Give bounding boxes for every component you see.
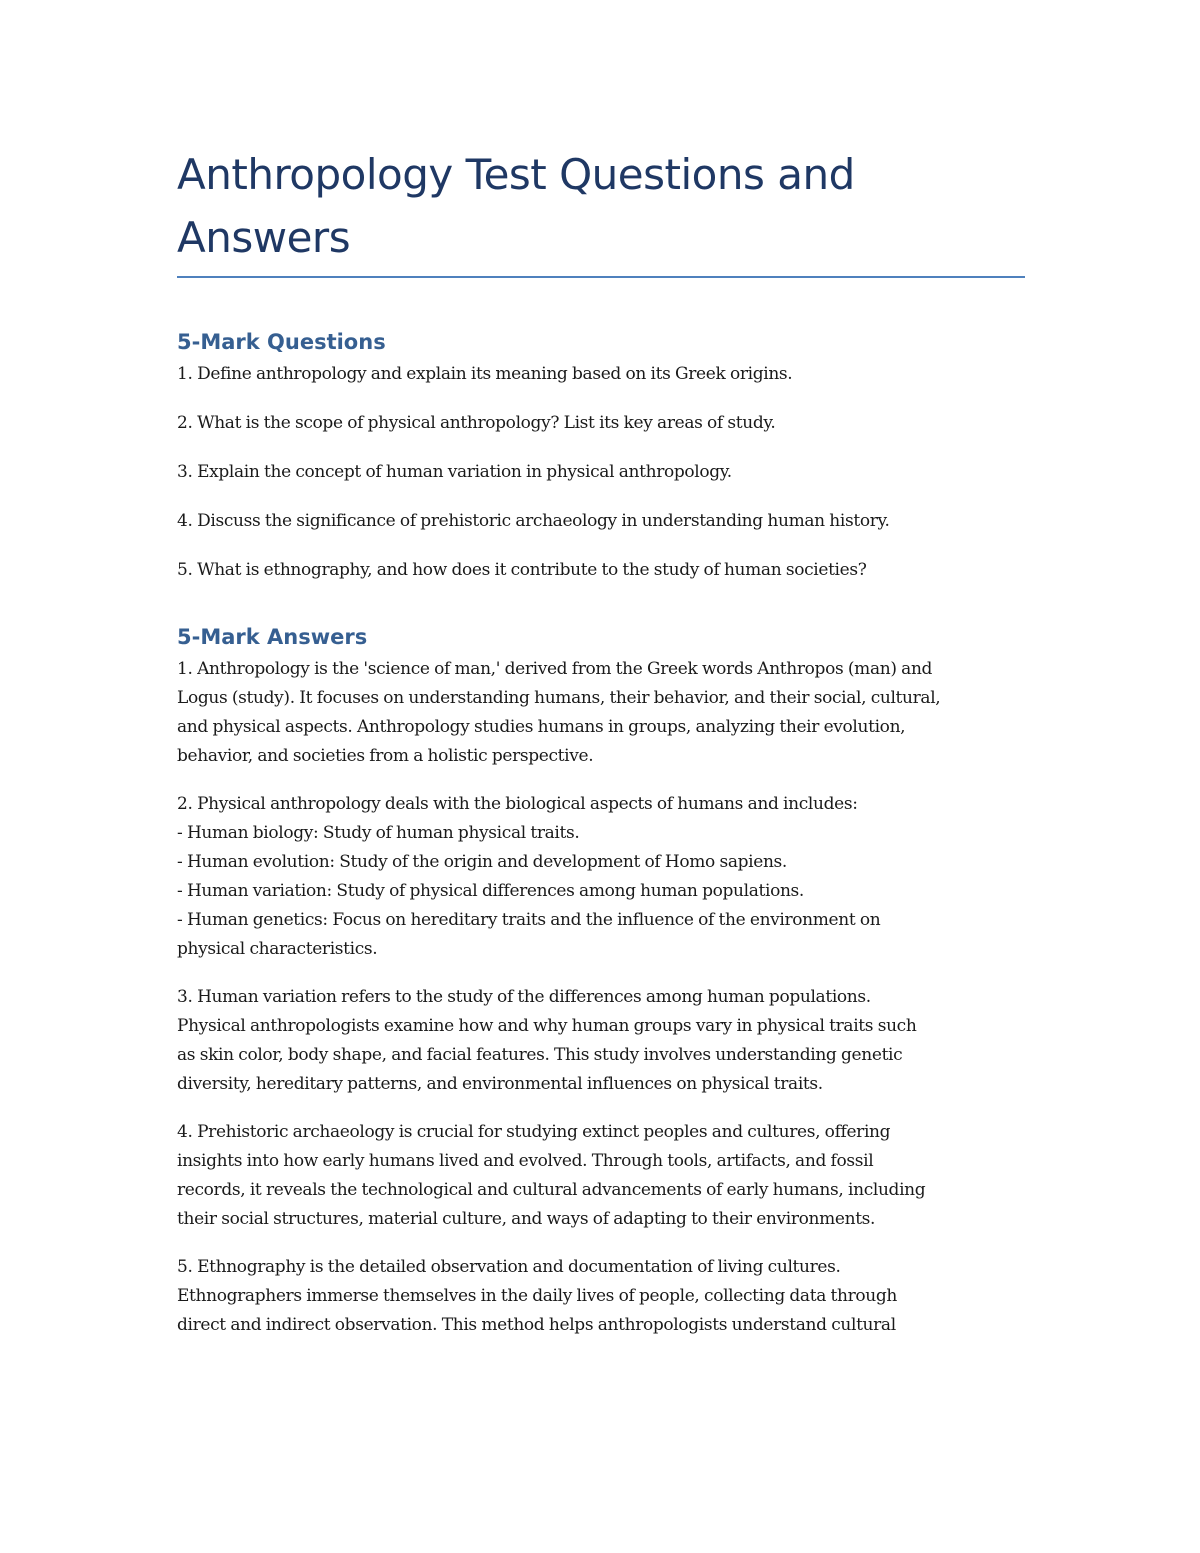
document-body (177, 143, 1025, 1359)
question-item-4: 4. Discuss the significance of prehistoric archaeology in understanding human history. (177, 511, 890, 531)
answer-line: insights into how early humans lived and evolved. Through tools, artifacts, and fossil (177, 1151, 874, 1171)
page-title-line-1: Anthropology Test Questions and (177, 150, 855, 199)
answer-item-5 (177, 1253, 1025, 1340)
page-title-line-2: Answers (177, 213, 351, 262)
answer-line: Logus (study). It focuses on understanding humans, their behavior, and their social, cultural, (177, 688, 941, 708)
question-item-2: 2. What is the scope of physical anthropology? List its key areas of study. (177, 413, 776, 433)
answer-line: 2. Physical anthropology deals with the biological aspects of humans and includes: (177, 794, 858, 814)
answer-line: - Human evolution: Study of the origin and development of Homo sapiens. (177, 852, 787, 872)
question-item-3: 3. Explain the concept of human variation in physical anthropology. (177, 462, 732, 482)
answer-line: Physical anthropologists examine how and why human groups vary in physical traits such (177, 1016, 917, 1036)
answer-line: records, it reveals the technological and cultural advancements of early humans, including (177, 1180, 926, 1200)
page-title (177, 143, 1025, 269)
answer-line: - Human biology: Study of human physical traits. (177, 823, 580, 843)
questions-heading: 5-Mark Questions (177, 330, 386, 354)
answer-line: and physical aspects. Anthropology studies humans in groups, analyzing their evolution, (177, 717, 906, 737)
answer-item-1 (177, 655, 1025, 771)
answer-item-2 (177, 790, 1025, 964)
answer-item-4 (177, 1118, 1025, 1234)
questions-section (177, 328, 1025, 585)
answers-section (177, 623, 1025, 1340)
answer-line: 1. Anthropology is the 'science of man,' derived from the Greek words Anthropos (man) and (177, 659, 933, 679)
answer-line: their social structures, material culture, and ways of adapting to their environments. (177, 1209, 876, 1229)
answer-line: 4. Prehistoric archaeology is crucial for studying extinct peoples and cultures, offering (177, 1122, 891, 1142)
answer-line: - Human variation: Study of physical differences among human populations. (177, 881, 804, 901)
answer-line: physical characteristics. (177, 939, 378, 959)
answer-line: diversity, hereditary patterns, and environmental influences on physical traits. (177, 1074, 823, 1094)
answer-line: - Human genetics: Focus on hereditary traits and the influence of the environment on (177, 910, 881, 930)
title-divider (177, 276, 1025, 278)
question-item-5: 5. What is ethnography, and how does it contribute to the study of human societies? (177, 560, 867, 580)
answer-line: direct and indirect observation. This method helps anthropologists understand cultural (177, 1315, 896, 1335)
answer-line: 5. Ethnography is the detailed observation and documentation of living cultures. (177, 1257, 841, 1277)
question-item-1: 1. Define anthropology and explain its meaning based on its Greek origins. (177, 364, 793, 384)
answers-heading: 5-Mark Answers (177, 625, 368, 649)
answer-line: Ethnographers immerse themselves in the daily lives of people, collecting data through (177, 1286, 898, 1306)
answer-item-3 (177, 983, 1025, 1099)
answer-line: 3. Human variation refers to the study of the differences among human populations. (177, 987, 871, 1007)
answer-line: as skin color, body shape, and facial features. This study involves understanding genetic (177, 1045, 903, 1065)
answer-line: behavior, and societies from a holistic perspective. (177, 746, 594, 766)
